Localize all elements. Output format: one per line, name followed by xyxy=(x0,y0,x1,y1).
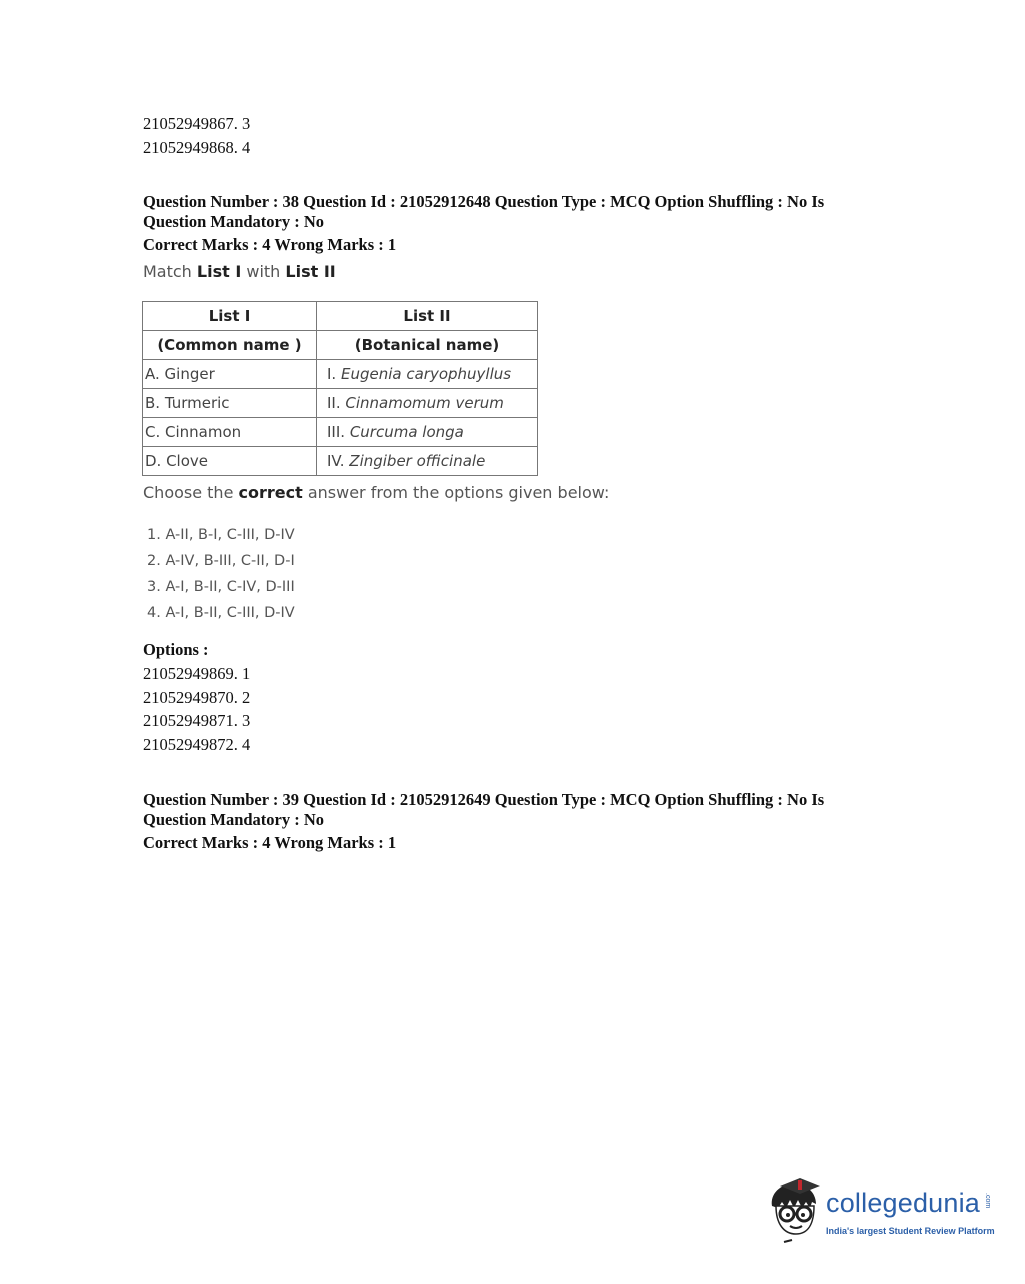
q38-intro: Match List I with List II xyxy=(143,262,336,281)
q38-choose-instruction: Choose the correct answer from the options given below: xyxy=(143,483,610,502)
q38-option-1: 21052949869. 1 xyxy=(143,664,251,683)
q38-option-4: 21052949872. 4 xyxy=(143,735,251,754)
q38-header-line2: Question Mandatory : No xyxy=(143,212,325,231)
q38-marks: Correct Marks : 4 Wrong Marks : 1 xyxy=(143,235,397,254)
botanical-name-cell: I. Eugenia caryophuyllus xyxy=(317,360,538,389)
q38-choices-list xyxy=(147,522,295,626)
mascot-icon xyxy=(766,1176,824,1246)
table-row xyxy=(143,418,538,447)
header-list-2: List II xyxy=(317,302,538,331)
q39-header-line1: Question Number : 39 Question Id : 21052912649 Question Type : MCQ Option Shuffling : No Is xyxy=(143,790,825,809)
logo-tagline: India's largest Student Review Platform xyxy=(826,1226,995,1236)
logo-wordmark: collegedunia xyxy=(826,1188,981,1218)
table-row xyxy=(143,389,538,418)
botanical-name-cell: IV. Zingiber officinale xyxy=(317,447,538,476)
list-item: 3. A-I, B-II, C-IV, D-III xyxy=(147,579,295,595)
q38-option-2: 21052949870. 2 xyxy=(143,688,251,707)
table-row xyxy=(143,360,538,389)
table-row xyxy=(143,447,538,476)
logo-com: .com xyxy=(984,1193,991,1209)
header-list-1: List I xyxy=(143,302,317,331)
table-subheader-row xyxy=(143,331,538,360)
q38-option-3: 21052949871. 3 xyxy=(143,711,251,730)
list-item: 4. A-I, B-II, C-III, D-IV xyxy=(147,605,295,621)
q39-header-line2: Question Mandatory : No xyxy=(143,810,325,829)
q39-marks: Correct Marks : 4 Wrong Marks : 1 xyxy=(143,833,397,852)
list-item: 2. A-IV, B-III, C-II, D-I xyxy=(147,553,295,569)
botanical-name-cell: III. Curcuma longa xyxy=(317,418,538,447)
match-table xyxy=(142,301,538,476)
prev-option-4: 21052949868. 4 xyxy=(143,138,251,157)
common-name-cell: A. Ginger xyxy=(143,360,317,389)
common-name-cell: B. Turmeric xyxy=(143,389,317,418)
collegedunia-logo xyxy=(766,1176,996,1246)
botanical-name-cell: II. Cinnamomum verum xyxy=(317,389,538,418)
prev-option-3: 21052949867. 3 xyxy=(143,114,251,133)
list-item: 1. A-II, B-I, C-III, D-IV xyxy=(147,527,295,543)
q38-options-label: Options : xyxy=(143,640,209,659)
subheader-botanical-name: (Botanical name) xyxy=(317,331,538,360)
common-name-cell: C. Cinnamon xyxy=(143,418,317,447)
subheader-common-name: (Common name ) xyxy=(143,331,317,360)
common-name-cell: D. Clove xyxy=(143,447,317,476)
q38-header-line1: Question Number : 38 Question Id : 21052912648 Question Type : MCQ Option Shuffling : No Is xyxy=(143,192,825,211)
table-header-row xyxy=(143,302,538,331)
